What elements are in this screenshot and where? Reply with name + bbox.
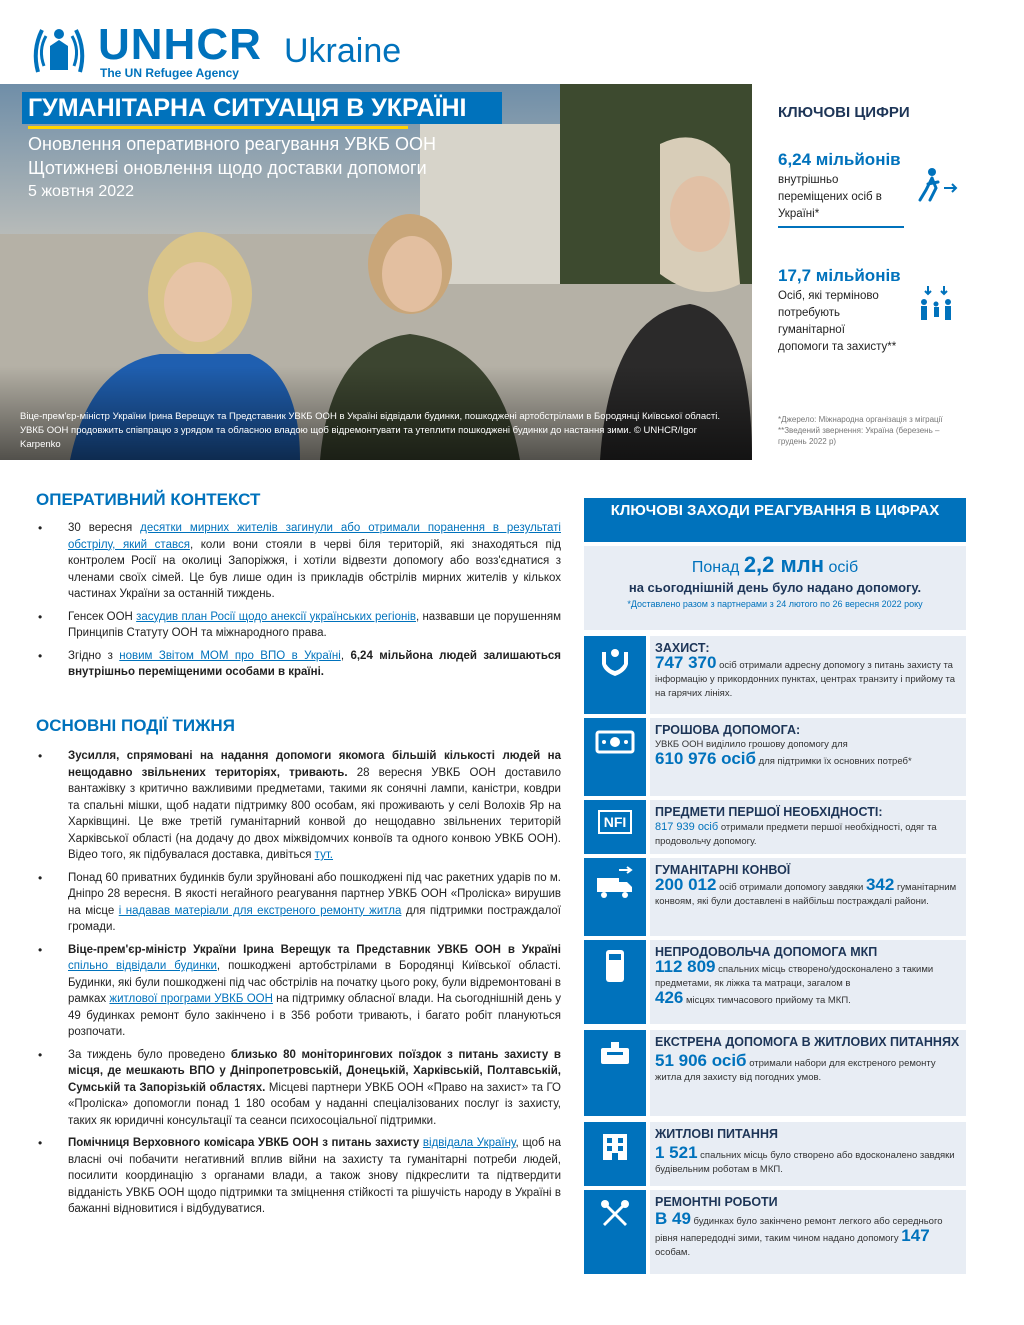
shelter-program-link[interactable]: житлової програми УВКБ ООН xyxy=(109,993,273,1005)
events-list xyxy=(36,748,561,1224)
list-item: • 30 вересня десятки мирних жителів загинули або отримали поранення в результаті обстрілу, який стався, коли вони стояли в черві біля територій, які знаходяться під контролем Росії на околиці Запоріжжя, і хотіли відвезти допомогу або возз'єднатися з членами своїх сімей. Це був лише один із прикладів обстрілів мирних жителів у кількох частинах України за останній тиждень. xyxy=(36,520,561,603)
context-heading: ОПЕРАТИВНИЙ КОНТЕКСТ xyxy=(36,490,261,509)
cash-icon xyxy=(595,726,635,756)
list-item: • За тиждень було проведено близько 80 моніторингових поїздок з питань захисту в місця, де мешкають ВПО у Дніпропетровській, Донецькій, Харківській, Полтавській, Сумській та Запорізькій областях. Місцеві партнери УВКБ ООН «Право на захист» та ГО «Проліска» допомогли понад 1 180 особам у наданні спеціалізованих послуг із захисту, таких як юридичні консультації та сеанси психосоціальної підтримки. xyxy=(36,1047,561,1130)
key-figures-source: *Джерело: Міжнародна організація з міграції **Зведений звернення: Україна (березень – грудень 2022 р) xyxy=(778,415,943,446)
nfi-card: NFI ПРЕДМЕТИ ПЕРШОЇ НЕОБХІДНОСТІ: 817 939 осіб отримали предмети першої необхідності, одяг та продовольчу допомогу. xyxy=(584,800,966,854)
title-underline xyxy=(28,126,408,129)
reception-nfi-card: НЕПРОДОВОЛЬЧА ДОПОМОГА МКП 112 809 спальних місць створено/удосконалено з такими предметами, як ліжка та матраци, загалом в 426 місцях тимчасового прийому та МКП. xyxy=(584,940,966,1024)
idp-figure: 6,24 мільйонів xyxy=(778,150,901,169)
shelter-card: ЖИТЛОВІ ПИТАННЯ 1 521 спальних місць було створено або вдосконалено завдяки будівельним роботам в МКП. xyxy=(584,1122,966,1186)
unhcr-emblem-icon xyxy=(28,22,90,76)
video-link[interactable]: тут. xyxy=(314,849,334,861)
hero-subtitle-weekly: Щотижневі оновлення щодо доставки допомоги xyxy=(28,158,427,178)
list-item: • Віце-прем'єр-міністр України Ірина Верещук та Представник УВКБ ООН в Україні спільно відвідали будинки, пошкоджені артобстрілами в Бородянці Київської області. Будинки, які були пошкоджені під час обстрілів на початку цього року, були відремонтовані в рамках житлової програми УВКБ ООН на підтримку обласної влади. На сьогоднішній день у 49 будинках ремонт було закінчено і в 356 роботи тривають, і багато робіт плануються розпочати. xyxy=(36,942,561,1041)
truck-icon xyxy=(595,866,635,902)
shelter-kit-icon xyxy=(597,1038,633,1068)
need-figure: 17,7 мільйонів xyxy=(778,266,901,285)
protection-card: ЗАХИСТ: 747 370 осіб отримали адресну допомогу з питань захисту та інформацію у прикордонних пунктах, центрах транзиту і прийому та на гарячих лініях. xyxy=(584,636,966,714)
tools-icon xyxy=(599,1198,631,1230)
list-item: • Генсек ООН засудив план Росії щодо анексії українських регіонів, назвавши це порушенням Принципів Статуту ООН та міжнародного права. xyxy=(36,609,561,642)
hero-subtitle: Оновлення оперативного реагування УВКБ ООН xyxy=(28,134,436,154)
org-tagline: The UN Refugee Agency xyxy=(100,66,239,80)
ahc-visit-link[interactable]: відвідала Україну xyxy=(422,1137,516,1149)
total-assisted-box: Понад 2,2 млн осіб на сьогоднішній день було надано допомогу. *Доставлено разом з партнерами з 24 лютого по 26 вересня 2022 року xyxy=(584,546,966,630)
visit-houses-link[interactable]: спільно відвідали будинки xyxy=(68,960,217,972)
idp-figure-label: внутрішньо переміщених осіб в Україні* xyxy=(778,174,882,220)
list-item: • Зусилля, спрямовані на надання допомоги якомога більшій кількості людей на нещодавно звільнених територіях, тривають. 28 вересня УВКБ ООН доставило вантажівку з критично важливими предметами, такими як сонячні лампи, каністри, ковдри та спальні мішки, щоб надати підтримку 800 особам, які проживають у селі Волохів Яр на Харківщині. Це вже третій гуманітарний конвой до нещодавно звільнених територій Харківської області (на додачу до двох міжвідомчих конвоїв та одного конвою УВКБ ООН). Відео того, як підбувалася доставка, дивіться тут. xyxy=(36,748,561,864)
report-date: 5 жовтня 2022 xyxy=(28,183,134,200)
nfi-icon: NFI xyxy=(598,810,633,834)
total-assisted-number: 2,2 млн xyxy=(743,552,825,577)
need-figure-label: Осіб, які терміново потребують гуманітарної допомоги та захисту** xyxy=(778,290,897,353)
repair-materials-link[interactable]: і надавав матеріали для екстреного ремонту житла xyxy=(118,904,402,917)
key-figures-divider xyxy=(778,226,904,228)
casualties-link[interactable]: десятки мирних жителів загинули або отримали поранення в результаті обстрілу, який стався xyxy=(68,522,561,551)
protection-hands-icon xyxy=(598,644,632,678)
context-list xyxy=(36,520,561,687)
org-name: UNHCR xyxy=(98,20,262,69)
iom-report-link[interactable]: новим Звітом МОМ про ВПО в Україні xyxy=(119,649,341,662)
list-item: • Помічниця Верховного комісара УВКБ ООН з питань захисту відвідала Україну, щоб на власні очі побачити негативний вплив війни на захисту та гуманітарні потреби людей, посилити координацію з органами влади, а також знову підкреслити та підтвердити відданість УВКБ ООН щодо підтримки та зміцнення стійкості та рішучість народу в Україні в бажанні відновитися і відбудуватися. xyxy=(36,1135,561,1218)
bed-icon xyxy=(604,948,626,984)
list-item: • Понад 60 приватних будинків були зруйновані або пошкоджені під час ракетних ударів по м. Дніпро 28 вересня. В якості негайного реагування партнер УВКБ ООН «Проліска» вирушив на місце і надавав матеріали для екстреного ремонту житла для підтримки постраждалої громади. xyxy=(36,870,561,936)
list-item: • Згідно з новим Звітом МОМ про ВПО в Україні, 6,24 мільйона людей залишаються внутрішньо переміщеними особами в країні. xyxy=(36,648,561,681)
emergency-shelter-card: ЕКСТРЕНА ДОПОМОГА В ЖИТЛОВИХ ПИТАННЯХ 51 906 осіб отримали набори для екстреного ремонту житла для захисту від погодних умов. xyxy=(584,1030,966,1116)
photo-caption: Віце-прем'єр-міністр України Ірина Верещук та Представник УВКБ ООН в Україні відвідали будинки, пошкоджені артобстрілами в Бородянці Київської області. УВКБ ООН продовжить співпрацю з урядом та обласною владою щоб відремонтувати та утеплити пошкоджені будинки до настання зими. © UNHCR/Igor Karpenko xyxy=(20,411,720,450)
family-down-arrows-icon xyxy=(916,284,960,324)
person-running-arrow-icon xyxy=(916,166,960,206)
country-name: Ukraine xyxy=(284,32,402,70)
repairs-card: РЕМОНТНІ РОБОТИ В 49 будинках було закінчено ремонт легкого або середнього рівня напередодні зими, таким чином надано допомогу 147 особам. xyxy=(584,1190,966,1274)
hero-banner xyxy=(0,84,752,460)
unhcr-logo xyxy=(28,22,408,82)
page-title: ГУМАНІТАРНА СИТУАЦІЯ В УКРАЇНІ xyxy=(22,92,502,124)
building-icon xyxy=(600,1130,630,1162)
key-figures-title: КЛЮЧОВІ ЦИФРИ xyxy=(778,104,910,121)
annexation-link[interactable]: засудив план Росії щодо анексії українських регіонів xyxy=(136,610,416,623)
cash-card: ГРОШОВА ДОПОМОГА: УВКБ ООН виділило грошову допомогу для 610 976 осіб для підтримки їх основних потреб* xyxy=(584,718,966,796)
events-heading: ОСНОВНІ ПОДІЇ ТИЖНЯ xyxy=(36,716,235,735)
convoys-card: ГУМАНІТАРНІ КОНВОЇ 200 012 осіб отримали допомогу завдяки 342 гуманітарним конвоям, які були доставлені в найбільш постраждалі райони. xyxy=(584,858,966,936)
response-heading: КЛЮЧОВІ ЗАХОДИ РЕАГУВАННЯ В ЦИФРАХ xyxy=(584,498,966,542)
